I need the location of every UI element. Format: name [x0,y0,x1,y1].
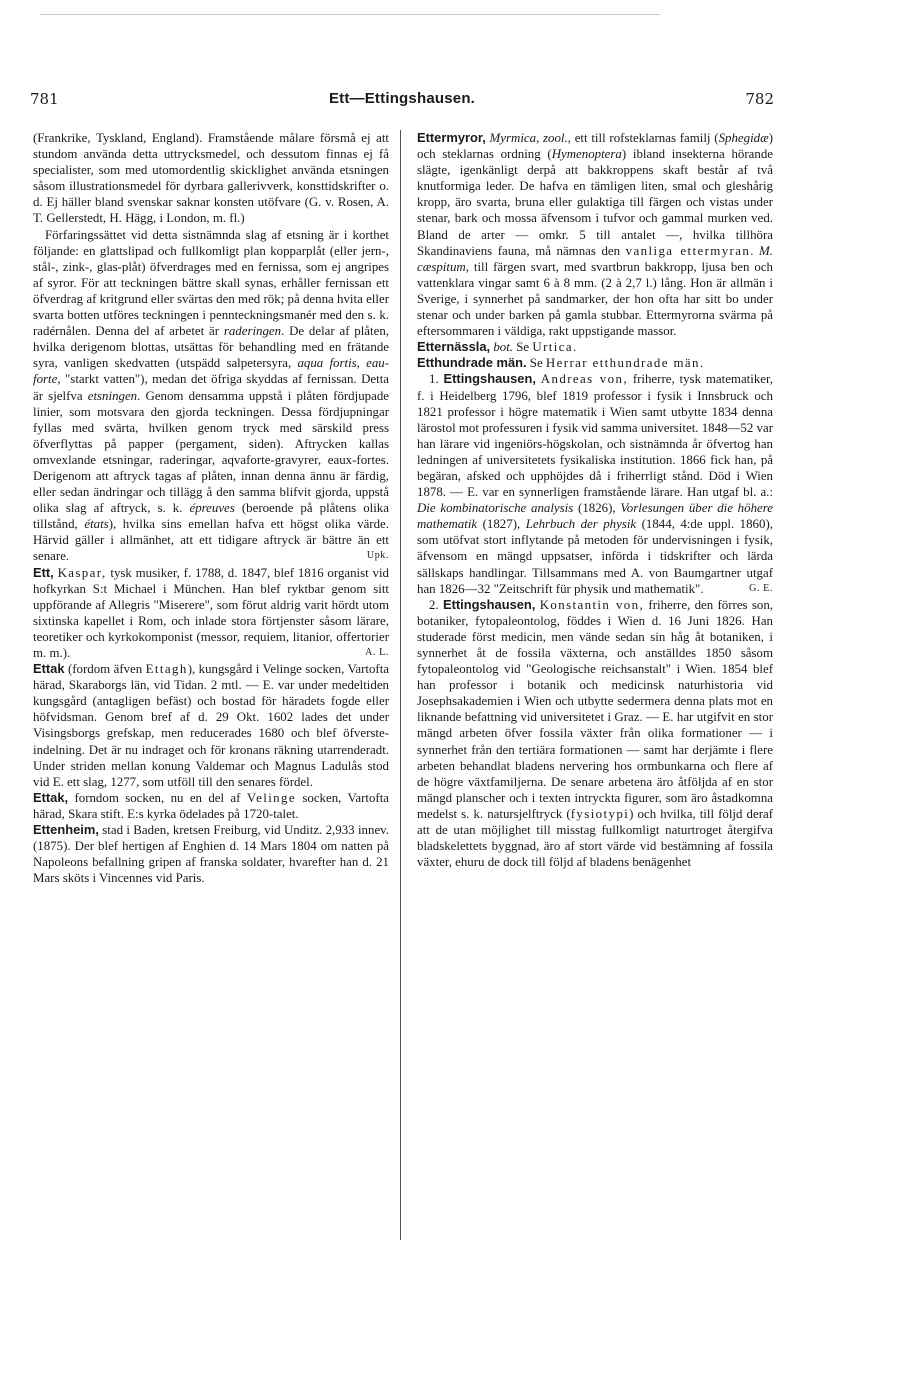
headword: Ettingshausen, [443,371,536,387]
signature: G. E. [749,582,773,594]
headword: Ettermyror, [417,130,486,145]
signature: A. L. [365,647,389,658]
entry-ettingshausen-2: 2. Ettingshausen, Konstantin von, friherre, den förres son, botaniker, fytopaleontolog, föddes i Wien d. 16 Juni 1826. Han studerade först medicin, men vände sedan sin håg åt botaniken, i synnerhet åt de fossila växterna, och anställdes 1850 såsom fytopaleontolog vid "Geologische reichsanstalt" i Wien. 1854 blef han professor i botanik och medicinsk naturhistoria vid Josephsakademien i Wien och utbytte sedermera denna plats mot en liknande befattning vid universitetet i Graz. — E. har utgifvit en stor mängd arbeten öfver fossila växter från olika formationer — i synnerhet från den tertiära formationen — samt har derjämte i flere arbeten behandlat bladens nervering hos ormbunkarna och flere af de högre växtfamiljerna. De senare arbetena äro åtföljda af en stor mängd planscher och i texten intryckta figurer, som äro åstadkomna medelst s. k. natursjelftryck (fysiotypi) och hvilka, till följd deraf att de utan möjlighet till misstag fullkomligt naturtroget återgifva bladskelettets byggnad, äro af stort värde vid bestämning af fossila växter, ehuru de dock till följd af bladens benägenhet [417,596,773,870]
entry-ettermyror: Ettermyror, Myrmica, zool., ett till rofsteklarnas familj (Sphegidæ) och steklarnas ordning (Hymenoptera) ibland insekterna hörande slägte, igenkänligt derpå att bakkroppens skaft består af två knutformiga leder. De hafva en tämligen liten, smal och gleshårig kropp, äro svarta, bruna eller gulaktiga till färgen och vistas under stenar, bark och mossa äfvensom i tufvor och gammal murken ved. Bland de arter — omkr. 5 till antalet —, hvilka tillhöra Skandinaviens fauna, må nämnas den vanliga ettermyran. M. cæspitum, till färgen svart, med svartbrun bakkropp, ljusa ben och vattenklara vingar samt 6 à 8 mm. (2 à 2,7 l.) lång. Hon är allmän i Sverige, i synnerhet på sandmarker, der hon ofta har sitt bo under stenar och under barken på gamla stubbar. Ettermyrorna svärma på eftersommaren i väldiga, rakt uppstigande massor. [417,130,774,339]
entry-process: Förfaringssättet vid detta sistnämnda slag af etsning är i korthet följande: en glattslipad och fullkomligt plan kopparplåt (eller jern-, stål-, zink-, glas-plåt) öfverdrages med en fernissa, som ej angripes af syror. För att teckningen bättre skall synas, erhåller fernissan ett öfverdrag af kritgrund eller svärtas den med rök; på denna hvita eller svarta botten utföres teckningen i pennteckningsmanér med den s. k. radérnålen. Denna del af arbetet är raderingen. De delar af plåten, hvilka derigenom blottas, utsättas för behandling med en frätande syra, vanligen skedvatten (utspädd salpetersyra, aqua fortis, eau-forte, "starkt vatten"), medan det öfriga skyddas af fernissan. Detta är sjelfva etsningen. Genom densamma uppstå i plåten fördjupade linier, som motsvara den gjorda teckningen. Dessa fördjupningar fyllas med svärta, hvilken genom tryck med särskild press öfverflyttas på papper (pergament, siden). Aftrycken kallas omvexlande etsningar, raderingar, aqvaforte-gravyrer, eaux-fortes. Derigenom att aftryck tagas af plåten, innan denna ännu är färdig, eller sedan ändringar och tillägg å den samma blifvit gjorda, uppstå olika slag af aftryck, s. k. épreuves (beroende på plåtens olika tillstånd, états), hvilka sins emellan hafva ett högst olika värde. Härvid gäller i allmänhet, att ett tidigare aftryck är bättre än ett senare. Upk. [33,227,390,564]
headword: Ettenheim, [33,822,99,838]
page-number-right: 782 [745,90,774,108]
page-number-left: 781 [30,90,59,108]
entry-ettak-1: Ettak (fordom äfven Ettagh), kungsgård i Velinge socken, Vartofta härad, Skaraborgs län, vid Tidan. 2 mtl. — E. var under medeltiden kungsgård (antagligen befäst) och bostad för häradets fogde eller höfvidsman. Genom bref af d. 29 Okt. 1602 lades det under Visingsborgs grefskap, men reducerades 1680 och blef öfverste-indelning. Det är nu indraget och för kronans räkning utarrenderadt. Under striden mellan konung Valdemar och Magnus Ladulås stod vid E. ett slag, 1277, som utföll till den senares fördel. [33,661,389,789]
left-column [33,130,389,886]
top-rule [40,14,660,15]
entry-ett: Ett, Kaspar, tysk musiker, f. 1788, d. 1847, blef 1816 organist vid hofkyrkan S:t Michael i München. Han blef ryktbar genom sitt uppförande af Allegris "Miserere", som förut aldrig varit hördt utom sixtinska kapellet i Rom, och inlade stora förtjenster såsom lärare, teoretiker och kyrkokomponist (messor, requiem, litanior, offertorier m. m.). A. L. [33,564,389,660]
page-header [30,90,774,114]
column-divider [400,130,401,1240]
headword: Ettak [33,661,65,677]
entry-etternassla: Etternässla, bot. Se Urtica. [417,339,578,355]
entry-continuation: (Frankrike, Tyskland, England). Framstående målare försmå ej att stundom använda detta uttrycksmedel, och dessutom finnas ej få specialister, som med utomordentlig skicklighet använda etsningen såsom illustrationsmedel för dyrbara gallerivverk, konsttidskrifter o. d. Ej häller bland svenskar saknar konsten utöfvare (G. v. Rosen, A. T. Gellerstedt, H. Hägg, i London, m. fl.) [33,131,389,226]
entry-ettingshausen-1: 1. Ettingshausen, Andreas von, friherre, tysk matematiker, f. i Heidelberg 1796, blef 1819 professor i fysik i Innsbruck och 1821 professor i högre matematik i Wien samt utbytte 1834 denna lärostol mot professuren i fysik vid samma universitet. 1848—52 var han lärare vid ingeniörs-högskolan, och sistnämnda år öfvertog han ledningen af universitetets fysikaliska institution. 1866 fick han, på begäran, afsked och upphöjdes då i friherrligt stånd. Död i Wien 1878. — E. var en synnerligen framstående lärare. Han utgaf bl. a.: Die kombinatorische analysis (1826), Vorlesungen über die höhere mathematik (1827), Lehrbuch der physik (1844, 4:de uppl. 1860), som utöfvat stort inflytande på metoden för undervisningen i fysik, äfvensom en mängd uppsatser, införda i tidskrifter och lärda sällskaps handlingar. Tillsammans med A. von Baumgartner utgaf han 1826—32 "Zeitschrift für physik und mathematik". G. E. [417,371,774,596]
running-title: Ett—Ettingshausen. [328,90,476,107]
entry-ettak-2: Ettak, forndom socken, nu en del af Velinge socken, Vartofta härad, Skara stift. E:s kyrka ödelades på 1720-talet. [33,789,390,821]
signature: Upk. [366,550,389,562]
headword: Ettak, [33,789,69,805]
entry-ettenheim: Ettenheim, stad i Baden, kretsen Freiburg, vid Unditz. 2,933 innev. (1875). Der blef hertigen af Enghien d. 14 Mars 1804 om natten på Napoleons befallning gripen af franska soldater, hvarefter han d. 21 Mars sköts i Vincennes vid Paris. [33,822,389,886]
entry-etthundrade: Etthundrade män. Se Herrar etthundrade män. [417,355,705,371]
right-column [417,130,773,870]
headword: Etternässla, [417,339,491,355]
headword: Ettingshausen, [442,596,536,612]
headword: Ett, [33,564,54,580]
headword: Etthundrade män. [417,355,527,371]
